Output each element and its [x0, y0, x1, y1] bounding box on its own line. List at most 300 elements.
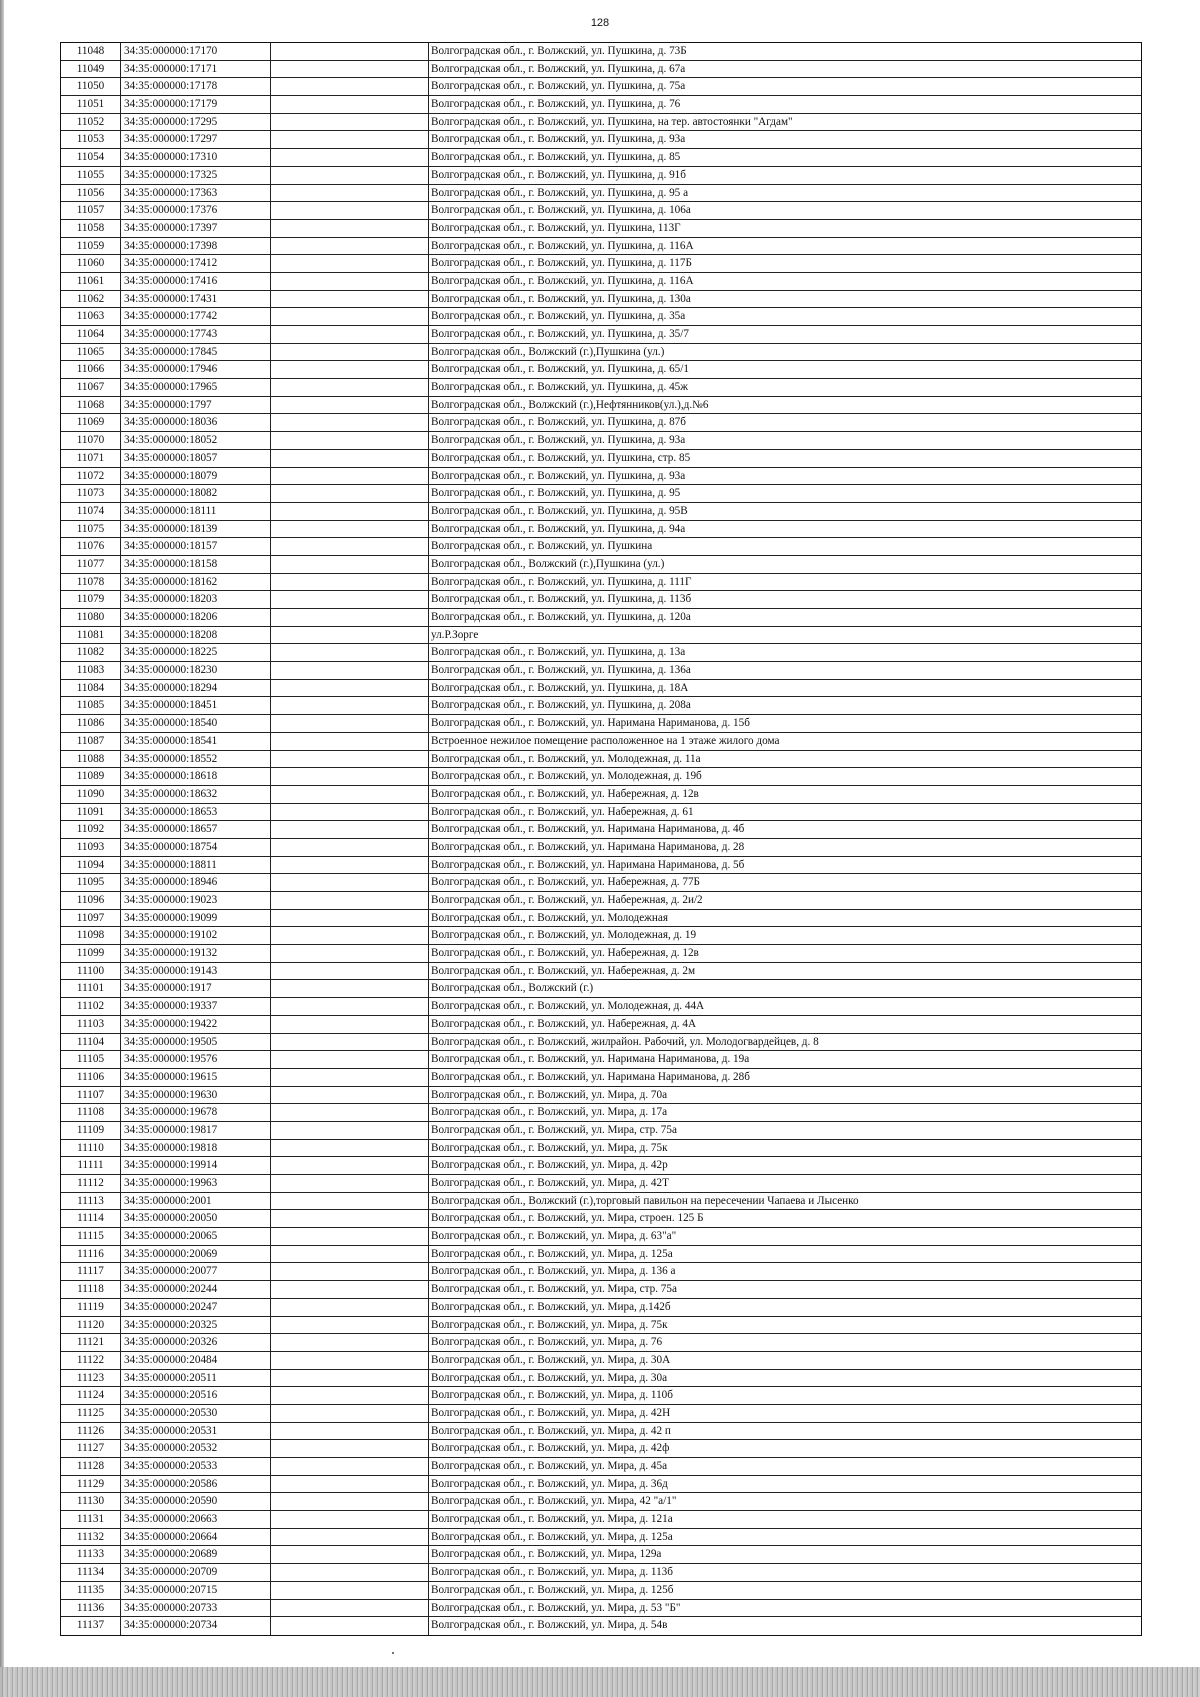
- table-row: [61, 733, 1141, 751]
- empty-cell: [271, 574, 429, 591]
- cadastral-number-cell: 34:35:000000:19337: [121, 998, 271, 1015]
- cadastral-number-cell: 34:35:000000:18230: [121, 662, 271, 679]
- table-row: [61, 1299, 1141, 1317]
- table-row: [61, 1069, 1141, 1087]
- cadastral-number-cell: 34:35:000000:17416: [121, 273, 271, 290]
- address-cell: Волгоградская обл., г. Волжский, ул. Наримана Нариманова, д. 28б: [431, 1070, 750, 1083]
- row-number-cell: 11049: [61, 61, 121, 78]
- row-number-cell: 11086: [61, 715, 121, 732]
- table-row: [61, 1458, 1141, 1476]
- empty-cell: [271, 538, 429, 555]
- empty-cell: [271, 1387, 429, 1404]
- cadastral-number-cell: 34:35:000000:18157: [121, 538, 271, 555]
- empty-cell: [271, 238, 429, 255]
- address-cell: Волгоградская обл., г. Волжский, ул. Пушкина, д. 208а: [431, 699, 691, 712]
- cadastral-number-cell: 34:35:000000:1917: [121, 980, 271, 997]
- cadastral-number-cell: 34:35:000000:20734: [121, 1617, 271, 1635]
- address-cell: Волгоградская обл., г. Волжский, ул. Мира, д. 42Н: [431, 1406, 671, 1419]
- row-number-cell: 11077: [61, 556, 121, 573]
- empty-cell: [271, 874, 429, 891]
- table-row: [61, 980, 1141, 998]
- address-cell: Волгоградская обл., г. Волжский, ул. Мира, стр. 75а: [431, 1283, 677, 1296]
- row-number-cell: 11091: [61, 804, 121, 821]
- address-cell: Волгоградская обл., г. Волжский, ул. Пушкина, д. 35а: [431, 310, 686, 323]
- address-cell: Волгоградская обл., г. Волжский, ул. Пушкина, стр. 85: [431, 451, 691, 464]
- address-cell: Волгоградская обл., г. Волжский, ул. Пушкина, д. 13а: [431, 646, 686, 659]
- address-cell: Волгоградская обл., г. Волжский, ул. Молодежная, д. 19б: [431, 770, 702, 783]
- address-cell: Волгоградская обл., г. Волжский, ул. Пушкина, д. 93а: [431, 434, 686, 447]
- cadastral-number-cell: 34:35:000000:18540: [121, 715, 271, 732]
- cadastral-number-cell: 34:35:000000:18946: [121, 874, 271, 891]
- address-cell: Волгоградская обл., г. Волжский, ул. Пушкина, д. 130а: [431, 292, 691, 305]
- address-cell: Волгоградская обл., г. Волжский, ул. Мира, стр. 75а: [431, 1123, 677, 1136]
- cadastral-number-cell: 34:35:000000:18206: [121, 609, 271, 626]
- table-row: [61, 1334, 1141, 1352]
- empty-cell: [271, 468, 429, 485]
- address-cell: Волгоградская обл., г. Волжский, ул. Пушкина, д. 94а: [431, 522, 686, 535]
- address-cell: Волгоградская обл., г. Волжский, ул. Набережная, д. 61: [431, 805, 694, 818]
- address-cell: Волгоградская обл., г. Волжский, ул. Молодежная, д. 44А: [431, 1000, 705, 1013]
- table-row: [61, 927, 1141, 945]
- table-row: [61, 1016, 1141, 1034]
- row-number-cell: 11074: [61, 503, 121, 520]
- empty-cell: [271, 1617, 429, 1635]
- address-cell: Встроенное нежилое помещение расположенное на 1 этаже жилого дома: [431, 734, 780, 747]
- cadastral-number-cell: 34:35:000000:20325: [121, 1317, 271, 1334]
- cadastral-number-cell: 34:35:000000:18036: [121, 414, 271, 431]
- table-row: [61, 61, 1141, 79]
- row-number-cell: 11054: [61, 149, 121, 166]
- table-row: [61, 1228, 1141, 1246]
- row-number-cell: 11117: [61, 1263, 121, 1280]
- cadastral-number-cell: 34:35:000000:19914: [121, 1157, 271, 1174]
- table-row: [61, 574, 1141, 592]
- cadastral-number-cell: 34:35:000000:20590: [121, 1493, 271, 1510]
- property-register-table: [60, 42, 1142, 1636]
- address-cell: Волгоградская обл., г. Волжский, ул. Пушкина, д. 73Б: [431, 45, 687, 57]
- table-row: [61, 1476, 1141, 1494]
- cadastral-number-cell: 34:35:000000:20516: [121, 1387, 271, 1404]
- address-cell: Волгоградская обл., г. Волжский, ул. Молодежная: [431, 911, 668, 924]
- cadastral-number-cell: 34:35:000000:18082: [121, 485, 271, 502]
- row-number-cell: 11063: [61, 308, 121, 325]
- table-row: [61, 857, 1141, 875]
- address-cell: Волгоградская обл., г. Волжский, ул. Мира, д. 75к: [431, 1318, 668, 1331]
- table-row: [61, 538, 1141, 556]
- address-cell: Волгоградская обл., г. Волжский, ул. Пушкина, д. 65/1: [431, 363, 689, 376]
- table-row: [61, 1511, 1141, 1529]
- table-row: [61, 1405, 1141, 1423]
- row-number-cell: 11103: [61, 1016, 121, 1033]
- cadastral-number-cell: 34:35:000000:1797: [121, 397, 271, 414]
- empty-cell: [271, 1228, 429, 1245]
- scan-speck: [392, 1652, 394, 1654]
- address-cell: Волгоградская обл., г. Волжский, ул. Мира, д. 125а: [431, 1530, 673, 1543]
- cadastral-number-cell: 34:35:000000:20664: [121, 1529, 271, 1546]
- address-cell: Волгоградская обл., Волжский (г.),Пушкина (ул.): [431, 557, 665, 570]
- address-cell: Волгоградская обл., г. Волжский, ул. Набережная, д. 4А: [431, 1017, 697, 1030]
- empty-cell: [271, 1034, 429, 1051]
- cadastral-number-cell: 34:35:000000:18811: [121, 857, 271, 874]
- empty-cell: [271, 1263, 429, 1280]
- table-row: [61, 1263, 1141, 1281]
- cadastral-number-cell: 34:35:000000:20247: [121, 1299, 271, 1316]
- cadastral-number-cell: 34:35:000000:17431: [121, 291, 271, 308]
- table-row: [61, 167, 1141, 185]
- address-cell: Волгоградская обл., г. Волжский, ул. Мира, д. 125а: [431, 1247, 673, 1260]
- table-row: [61, 1617, 1141, 1635]
- table-row: [61, 468, 1141, 486]
- empty-cell: [271, 1122, 429, 1139]
- row-number-cell: 11094: [61, 857, 121, 874]
- row-number-cell: 11129: [61, 1476, 121, 1493]
- table-row: [61, 963, 1141, 981]
- table-row: [61, 1387, 1141, 1405]
- cadastral-number-cell: 34:35:000000:20709: [121, 1564, 271, 1581]
- row-number-cell: 11060: [61, 255, 121, 272]
- table-row: [61, 804, 1141, 822]
- cadastral-number-cell: 34:35:000000:20326: [121, 1334, 271, 1351]
- empty-cell: [271, 1140, 429, 1157]
- row-number-cell: 11133: [61, 1546, 121, 1563]
- empty-cell: [271, 202, 429, 219]
- empty-cell: [271, 1529, 429, 1546]
- table-row: [61, 450, 1141, 468]
- address-cell: Волгоградская обл., г. Волжский, ул. Мира, д. 75к: [431, 1141, 668, 1154]
- empty-cell: [271, 733, 429, 750]
- cadastral-number-cell: 34:35:000000:17178: [121, 78, 271, 95]
- cadastral-number-cell: 34:35:000000:19422: [121, 1016, 271, 1033]
- address-cell: Волгоградская обл., г. Волжский, ул. Мира, д. 110б: [431, 1389, 673, 1402]
- row-number-cell: 11051: [61, 96, 121, 113]
- address-cell: Волгоградская обл., г. Волжский, ул. Наримана Нариманова, д. 5б: [431, 858, 745, 871]
- address-cell: Волгоградская обл., Волжский (г.),торговый павильон на пересечении Чапаева и Лысенко: [431, 1194, 859, 1207]
- empty-cell: [271, 220, 429, 237]
- row-number-cell: 11062: [61, 291, 121, 308]
- row-number-cell: 11056: [61, 185, 121, 202]
- row-number-cell: 11097: [61, 910, 121, 927]
- table-row: [61, 1529, 1141, 1547]
- table-row: [61, 202, 1141, 220]
- cadastral-number-cell: 34:35:000000:19630: [121, 1087, 271, 1104]
- empty-cell: [271, 945, 429, 962]
- cadastral-number-cell: 34:35:000000:19143: [121, 963, 271, 980]
- cadastral-number-cell: 34:35:000000:17295: [121, 114, 271, 131]
- row-number-cell: 11050: [61, 78, 121, 95]
- table-row: [61, 1122, 1141, 1140]
- table-row: [61, 1281, 1141, 1299]
- cadastral-number-cell: 34:35:000000:20533: [121, 1458, 271, 1475]
- empty-cell: [271, 768, 429, 785]
- row-number-cell: 11065: [61, 344, 121, 361]
- row-number-cell: 11093: [61, 839, 121, 856]
- address-cell: Волгоградская обл., г. Волжский, ул. Мира, д. 17а: [431, 1106, 668, 1119]
- cadastral-number-cell: 34:35:000000:18541: [121, 733, 271, 750]
- table-row: [61, 786, 1141, 804]
- table-row: [61, 1175, 1141, 1193]
- empty-cell: [271, 379, 429, 396]
- row-number-cell: 11132: [61, 1529, 121, 1546]
- address-cell: Волгоградская обл., г. Волжский, ул. Мира, д. 76: [431, 1336, 663, 1349]
- table-row: [61, 1564, 1141, 1582]
- cadastral-number-cell: 34:35:000000:17742: [121, 308, 271, 325]
- address-cell: Волгоградская обл., г. Волжский, ул. Пушкина, д. 106а: [431, 204, 691, 217]
- cadastral-number-cell: 34:35:000000:20586: [121, 1476, 271, 1493]
- empty-cell: [271, 521, 429, 538]
- cadastral-number-cell: 34:35:000000:20484: [121, 1352, 271, 1369]
- table-row: [61, 1546, 1141, 1564]
- row-number-cell: 11088: [61, 751, 121, 768]
- row-number-cell: 11073: [61, 485, 121, 502]
- empty-cell: [271, 1546, 429, 1563]
- empty-cell: [271, 910, 429, 927]
- row-number-cell: 11109: [61, 1122, 121, 1139]
- empty-cell: [271, 361, 429, 378]
- empty-cell: [271, 167, 429, 184]
- address-cell: Волгоградская обл., г. Волжский, ул. Пушкина, д. 116А: [431, 274, 694, 287]
- row-number-cell: 11114: [61, 1210, 121, 1227]
- cadastral-number-cell: 34:35:000000:19099: [121, 910, 271, 927]
- empty-cell: [271, 1069, 429, 1086]
- table-row: [61, 397, 1141, 415]
- empty-cell: [271, 1370, 429, 1387]
- table-row: [61, 344, 1141, 362]
- empty-cell: [271, 857, 429, 874]
- row-number-cell: 11130: [61, 1493, 121, 1510]
- cadastral-number-cell: 34:35:000000:17845: [121, 344, 271, 361]
- table-row: [61, 379, 1141, 397]
- address-cell: Волгоградская обл., г. Волжский, ул. Мира, д. 42ф: [431, 1442, 670, 1455]
- cadastral-number-cell: 34:35:000000:18208: [121, 627, 271, 644]
- empty-cell: [271, 61, 429, 78]
- table-row: [61, 1493, 1141, 1511]
- row-number-cell: 11052: [61, 114, 121, 131]
- table-row: [61, 644, 1141, 662]
- cadastral-number-cell: 34:35:000000:19505: [121, 1034, 271, 1051]
- empty-cell: [271, 1157, 429, 1174]
- cadastral-number-cell: 34:35:000000:17946: [121, 361, 271, 378]
- page-number: 128: [590, 17, 610, 29]
- empty-cell: [271, 591, 429, 608]
- address-cell: Волгоградская обл., г. Волжский, ул. Набережная, д. 12в: [431, 947, 699, 960]
- row-number-cell: 11108: [61, 1104, 121, 1121]
- row-number-cell: 11075: [61, 521, 121, 538]
- empty-cell: [271, 804, 429, 821]
- row-number-cell: 11107: [61, 1087, 121, 1104]
- address-cell: Волгоградская обл., г. Волжский, ул. Мира, д. 30а: [431, 1371, 668, 1384]
- cadastral-number-cell: 34:35:000000:18552: [121, 751, 271, 768]
- row-number-cell: 11092: [61, 821, 121, 838]
- table-row: [61, 291, 1141, 309]
- cadastral-number-cell: 34:35:000000:19963: [121, 1175, 271, 1192]
- row-number-cell: 11067: [61, 379, 121, 396]
- cadastral-number-cell: 34:35:000000:18632: [121, 786, 271, 803]
- row-number-cell: 11137: [61, 1617, 121, 1635]
- row-number-cell: 11072: [61, 468, 121, 485]
- cadastral-number-cell: 34:35:000000:20689: [121, 1546, 271, 1563]
- empty-cell: [271, 927, 429, 944]
- cadastral-number-cell: 34:35:000000:19023: [121, 892, 271, 909]
- empty-cell: [271, 1423, 429, 1440]
- empty-cell: [271, 78, 429, 95]
- cadastral-number-cell: 34:35:000000:20532: [121, 1440, 271, 1457]
- empty-cell: [271, 185, 429, 202]
- table-row: [61, 1582, 1141, 1600]
- empty-cell: [271, 751, 429, 768]
- empty-cell: [271, 326, 429, 343]
- address-cell: Волгоградская обл., г. Волжский, ул. Пушкина, д. 116А: [431, 239, 694, 252]
- address-cell: Волгоградская обл., г. Волжский, ул. Мира, 129а: [431, 1548, 662, 1561]
- table-row: [61, 131, 1141, 149]
- cadastral-number-cell: 34:35:000000:18754: [121, 839, 271, 856]
- row-number-cell: 11105: [61, 1051, 121, 1068]
- row-number-cell: 11083: [61, 662, 121, 679]
- cadastral-number-cell: 34:35:000000:20065: [121, 1228, 271, 1245]
- table-row: [61, 361, 1141, 379]
- row-number-cell: 11121: [61, 1334, 121, 1351]
- empty-cell: [271, 255, 429, 272]
- cadastral-number-cell: 34:35:000000:18618: [121, 768, 271, 785]
- table-row: [61, 485, 1141, 503]
- row-number-cell: 11127: [61, 1440, 121, 1457]
- row-number-cell: 11101: [61, 980, 121, 997]
- row-number-cell: 11135: [61, 1582, 121, 1599]
- empty-cell: [271, 344, 429, 361]
- address-cell: Волгоградская обл., г. Волжский, ул. Молодежная, д. 11а: [431, 752, 701, 765]
- row-number-cell: 11100: [61, 963, 121, 980]
- address-cell: Волгоградская обл., г. Волжский, ул. Пушкина, д. 45ж: [431, 381, 688, 394]
- cadastral-number-cell: 34:35:000000:19576: [121, 1051, 271, 1068]
- row-number-cell: 11090: [61, 786, 121, 803]
- row-number-cell: 11134: [61, 1564, 121, 1581]
- cadastral-number-cell: 34:35:000000:19818: [121, 1140, 271, 1157]
- cadastral-number-cell: 34:35:000000:17170: [121, 43, 271, 60]
- empty-cell: [271, 1193, 429, 1210]
- cadastral-number-cell: 34:35:000000:17363: [121, 185, 271, 202]
- row-number-cell: 11096: [61, 892, 121, 909]
- table-row: [61, 503, 1141, 521]
- empty-cell: [271, 149, 429, 166]
- cadastral-number-cell: 34:35:000000:20050: [121, 1210, 271, 1227]
- cadastral-number-cell: 34:35:000000:17743: [121, 326, 271, 343]
- row-number-cell: 11066: [61, 361, 121, 378]
- address-cell: Волгоградская обл., г. Волжский, ул. Пушкина, д. 18А: [431, 681, 689, 694]
- empty-cell: [271, 627, 429, 644]
- empty-cell: [271, 503, 429, 520]
- table-row: [61, 1034, 1141, 1052]
- cadastral-number-cell: 34:35:000000:19102: [121, 927, 271, 944]
- address-cell: Волгоградская обл., г. Волжский, ул. Пушкина, д. 93а: [431, 469, 686, 482]
- table-row: [61, 1317, 1141, 1335]
- table-row: [61, 680, 1141, 698]
- cadastral-number-cell: 34:35:000000:17171: [121, 61, 271, 78]
- cadastral-number-cell: 34:35:000000:20530: [121, 1405, 271, 1422]
- row-number-cell: 11070: [61, 432, 121, 449]
- row-number-cell: 11119: [61, 1299, 121, 1316]
- row-number-cell: 11085: [61, 697, 121, 714]
- empty-cell: [271, 1299, 429, 1316]
- table-row: [61, 238, 1141, 256]
- cadastral-number-cell: 34:35:000000:19132: [121, 945, 271, 962]
- empty-cell: [271, 892, 429, 909]
- address-cell: Волгоградская обл., Волжский (г.): [431, 982, 594, 995]
- cadastral-number-cell: 34:35:000000:17412: [121, 255, 271, 272]
- cadastral-number-cell: 34:35:000000:17297: [121, 131, 271, 148]
- empty-cell: [271, 308, 429, 325]
- address-cell: Волгоградская обл., г. Волжский, ул. Мира, д. 42Т: [431, 1177, 669, 1189]
- address-cell: Волгоградская обл., г. Волжский, ул. Набережная, д. 2м: [431, 964, 696, 977]
- table-row: [61, 326, 1141, 344]
- address-cell: Волгоградская обл., г. Волжский, ул. Мира, д. 45а: [431, 1460, 668, 1472]
- cadastral-number-cell: 34:35:000000:19615: [121, 1069, 271, 1086]
- row-number-cell: 11053: [61, 131, 121, 148]
- cadastral-number-cell: 34:35:000000:20663: [121, 1511, 271, 1528]
- address-cell: Волгоградская обл., г. Волжский, ул. Мира, д. 63"а": [431, 1230, 677, 1243]
- address-cell: Волгоградская обл., г. Волжский, ул. Мира, д. 36д: [431, 1477, 668, 1490]
- address-cell: Волгоградская обл., г. Волжский, ул. Мира, д. 42р: [431, 1159, 668, 1172]
- cadastral-number-cell: 34:35:000000:18057: [121, 450, 271, 467]
- address-cell: Волгоградская обл., Волжский (г.),Нефтянников(ул.),д.№6: [431, 398, 709, 411]
- empty-cell: [271, 839, 429, 856]
- table-row: [61, 839, 1141, 857]
- cadastral-number-cell: 34:35:000000:19678: [121, 1104, 271, 1121]
- address-cell: Волгоградская обл., г. Волжский, ул. Пушкина, д. 85: [431, 151, 681, 164]
- row-number-cell: 11068: [61, 397, 121, 414]
- address-cell: Волгоградская обл., г. Волжский, ул. Пушкина, д. 136а: [431, 664, 691, 677]
- empty-cell: [271, 1440, 429, 1457]
- table-row: [61, 273, 1141, 291]
- address-cell: Волгоградская обл., г. Волжский, ул. Мира, д. 136 а: [431, 1265, 676, 1278]
- address-cell: Волгоградская обл., г. Волжский, ул. Пушкина, д. 35/7: [431, 328, 689, 340]
- address-cell: Волгоградская обл., г. Волжский, ул. Пушкина, д. 95 а: [431, 186, 689, 199]
- row-number-cell: 11115: [61, 1228, 121, 1245]
- row-number-cell: 11123: [61, 1370, 121, 1387]
- row-number-cell: 11111: [61, 1157, 121, 1174]
- address-cell: Волгоградская обл., г. Волжский, ул. Наримана Нариманова, д. 4б: [431, 823, 745, 836]
- address-cell: Волгоградская обл., г. Волжский, ул. Мира, строен. 125 Б: [431, 1212, 704, 1225]
- address-cell: Волгоградская обл., г. Волжский, ул. Пушкина, д. 87б: [431, 416, 686, 429]
- row-number-cell: 11058: [61, 220, 121, 237]
- row-number-cell: 11122: [61, 1352, 121, 1369]
- table-row: [61, 1440, 1141, 1458]
- table-row: [61, 1157, 1141, 1175]
- empty-cell: [271, 1210, 429, 1227]
- table-row: [61, 1600, 1141, 1618]
- table-row: [61, 609, 1141, 627]
- cadastral-number-cell: 34:35:000000:18653: [121, 804, 271, 821]
- empty-cell: [271, 1317, 429, 1334]
- row-number-cell: 11124: [61, 1387, 121, 1404]
- row-number-cell: 11102: [61, 998, 121, 1015]
- cadastral-number-cell: 34:35:000000:17310: [121, 149, 271, 166]
- row-number-cell: 11061: [61, 273, 121, 290]
- cadastral-number-cell: 34:35:000000:18203: [121, 591, 271, 608]
- empty-cell: [271, 1281, 429, 1298]
- address-cell: Волгоградская обл., г. Волжский, ул. Пушкина, на тер. автостоянки "Агдам": [431, 115, 793, 128]
- cadastral-number-cell: 34:35:000000:2001: [121, 1193, 271, 1210]
- empty-cell: [271, 821, 429, 838]
- empty-cell: [271, 432, 429, 449]
- row-number-cell: 11076: [61, 538, 121, 555]
- empty-cell: [271, 291, 429, 308]
- empty-cell: [271, 1493, 429, 1510]
- empty-cell: [271, 397, 429, 414]
- table-row: [61, 220, 1141, 238]
- empty-cell: [271, 786, 429, 803]
- table-row: [61, 1210, 1141, 1228]
- address-cell: Волгоградская обл., г. Волжский, ул. Набережная, д. 77Б: [431, 876, 700, 889]
- cadastral-number-cell: 34:35:000000:18052: [121, 432, 271, 449]
